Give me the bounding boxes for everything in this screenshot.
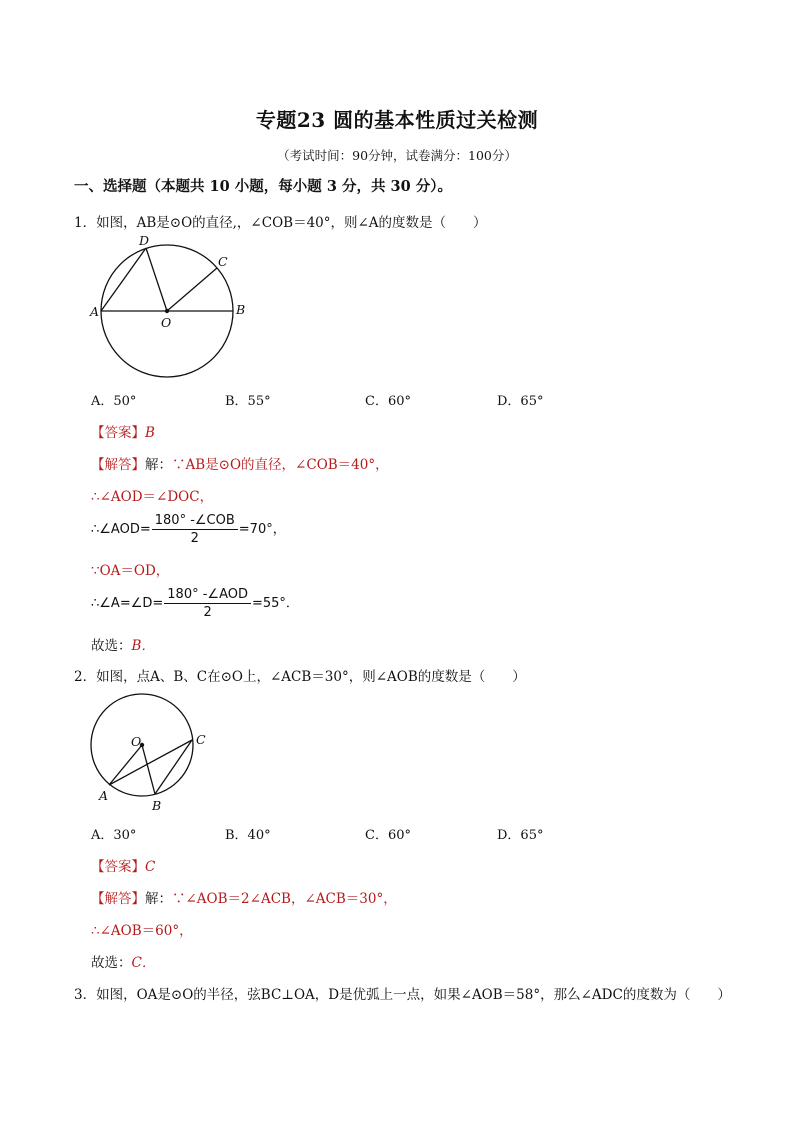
label-B: B [236,302,246,317]
q2-option-a[interactable]: A．30° [91,828,137,843]
label-C: C [218,254,228,269]
question-3-stem: 3．如图，OA是⊙O的半径，弦BC⊥OA，D是优弧上一点，如果∠AOB＝58°，那么∠ADC的度数为（ ） [74,987,731,1003]
q1-option-d[interactable]: D．65° [497,394,544,409]
question-2-stem: 2．如图，点A、B、C在⊙O上，∠ACB＝30°，则∠AOB的度数是（ ） [74,669,526,685]
q1-option-b[interactable]: B．55° [225,394,271,409]
section-heading: 一、选择题（本题共 10 小题，每小题 3 分，共 30 分）。 [74,178,452,195]
q2-analysis-line-1: 【解答】解：∵∠AOB＝2∠ACB，∠ACB＝30°， [91,891,397,907]
q1-analysis-line-3: ∴∠AOD= $\frac{\text{180° -∠COB}}{2}$ =70°， [91,513,286,546]
exam-info: （考试时间：90分钟，试卷满分：100分） [277,148,517,163]
q2-option-b[interactable]: B．40° [225,828,271,843]
q1-analysis-line-1: 【解答】解：∵AB是⊙O的直径，∠COB＝40°， [91,457,389,473]
q1-analysis-line-4: ∵OA＝OD， [91,563,170,579]
q2-option-c[interactable]: C．60° [365,828,411,843]
question-1-stem: 1．如图，AB是⊙O的直径,，∠COB＝40°，则∠A的度数是（ ） [74,215,487,231]
q2-option-d[interactable]: D．65° [497,828,544,843]
q1-conclusion: 故选：B． [91,638,155,654]
q2-analysis-line-2: ∴∠AOB＝60°， [91,923,193,939]
fraction-2: $\frac{\text{180° -∠AOD}}{2}$ [164,586,251,621]
q1-analysis-line-2: ∴∠AOD＝∠DOC， [91,489,214,505]
q1-analysis-line-5: ∴∠A=∠D= $\frac{\text{180° -∠AOD}}{2}$ =55°． [91,587,299,620]
q2-answer: 【答案】C [91,859,156,875]
label-D: D [139,233,150,248]
q2-conclusion: 故选：C． [91,955,156,971]
fraction-1: $\frac{\text{180° -∠COB}}{2}$ [152,512,238,547]
label-C: C [196,732,206,747]
question-1-figure [84,230,254,380]
label-B: B [152,798,162,813]
question-2-figure [84,688,224,818]
page-title: 专题23 圆的基本性质过关检测 [255,108,539,132]
q1-option-c[interactable]: C．60° [365,394,411,409]
label-O: O [161,315,172,330]
q1-answer: 【答案】B [91,425,155,441]
q1-option-a[interactable]: A．50° [91,394,137,409]
label-A: A [99,788,109,803]
label-O: O [131,734,142,749]
label-A: A [90,304,100,319]
